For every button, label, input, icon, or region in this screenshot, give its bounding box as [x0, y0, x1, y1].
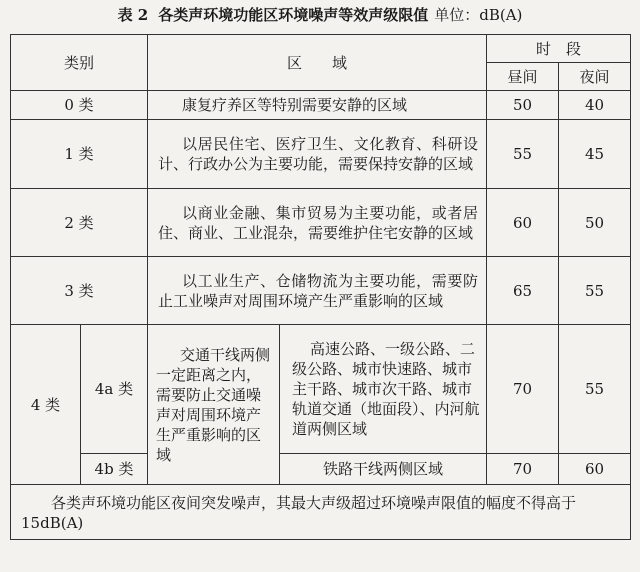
table-title — [0, 4, 640, 25]
row-area: 康复疗养区等特别需要安静的区域 — [148, 91, 487, 120]
header-row-1 — [11, 35, 631, 63]
row-night-limit: 40 — [559, 91, 631, 120]
row-category: 0 类 — [11, 91, 148, 120]
row-day-limit: 60 — [487, 189, 559, 257]
class4a-category: 4a 类 — [81, 325, 148, 454]
row-day-limit: 50 — [487, 91, 559, 120]
class4b-day-limit: 70 — [487, 454, 559, 485]
table-caption: 各类声环境功能区环境噪声等效声级限值 — [158, 6, 429, 24]
table-row — [11, 189, 631, 257]
class4-area: 交通干线两侧一定距离之内，需要防止交通噪声对周围环境产生严重影响的区域 — [148, 325, 280, 485]
noise-limit-table — [10, 34, 631, 540]
row-category: 1 类 — [11, 120, 148, 189]
row-night-limit: 50 — [559, 189, 631, 257]
header-category: 类别 — [11, 35, 148, 91]
table-number: 表 2 — [117, 6, 149, 24]
class4b-night-limit: 60 — [559, 454, 631, 485]
table-row — [11, 257, 631, 325]
header-area: 区 域 — [148, 35, 487, 91]
class4a-night-limit: 55 — [559, 325, 631, 454]
note-row — [11, 485, 631, 540]
class4b-area: 铁路干线两侧区域 — [280, 454, 487, 485]
row-night-limit: 45 — [559, 120, 631, 189]
table-row — [11, 91, 631, 120]
row-area: 以工业生产、仓储物流为主要功能，需要防止工业噪声对周围环境产生严重影响的区域 — [148, 257, 487, 325]
table-row-4a — [11, 325, 631, 454]
class4a-area: 高速公路、一级公路、二级公路、城市快速路、城市主干路、城市次干路、城市轨道交通（地面段）、内河航道两侧区域 — [280, 325, 487, 454]
row-area: 以商业金融、集市贸易为主要功能，或者居住、商业、工业混杂，需要维护住宅安静的区域 — [148, 189, 487, 257]
class4-category: 4 类 — [11, 325, 81, 485]
table-note: 各类声环境功能区夜间突发噪声，其最大声级超过环境噪声限值的幅度不得高于 15dB(A) — [11, 485, 631, 540]
class4a-day-limit: 70 — [487, 325, 559, 454]
row-day-limit: 65 — [487, 257, 559, 325]
row-area: 以居民住宅、医疗卫生、文化教育、科研设计、行政办公为主要功能，需要保持安静的区域 — [148, 120, 487, 189]
table-row-4b — [11, 454, 631, 485]
row-day-limit: 55 — [487, 120, 559, 189]
table-row — [11, 120, 631, 189]
row-category: 3 类 — [11, 257, 148, 325]
header-period: 时 段 — [487, 35, 631, 63]
header-night: 夜间 — [559, 63, 631, 91]
class4b-category: 4b 类 — [81, 454, 148, 485]
header-day: 昼间 — [487, 63, 559, 91]
table-unit: 单位：dB(A) — [434, 6, 523, 24]
row-night-limit: 55 — [559, 257, 631, 325]
row-category: 2 类 — [11, 189, 148, 257]
